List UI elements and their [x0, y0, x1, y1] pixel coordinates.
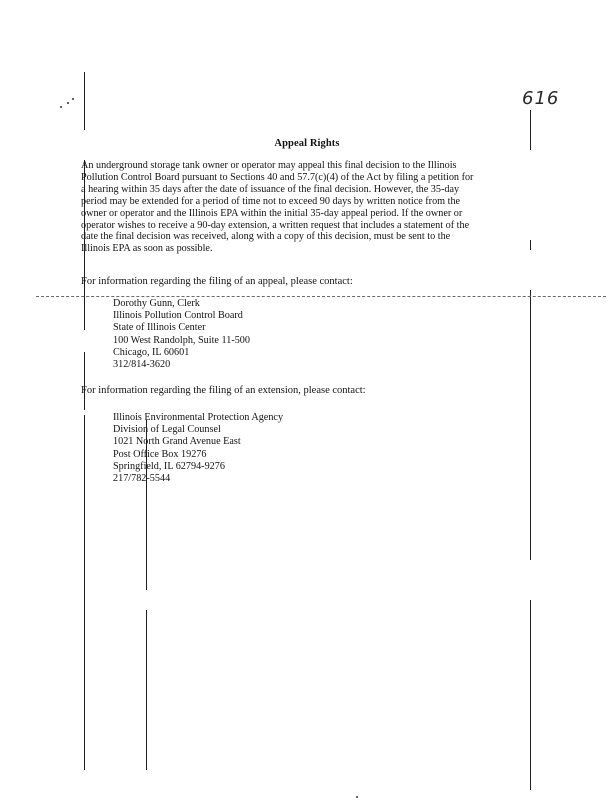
- address-line: Illinois Environmental Protection Agency: [113, 412, 284, 423]
- address-line: 100 West Randolph, Suite 11-500: [113, 334, 250, 346]
- address-line: Springfield, IL 62794-9276: [113, 460, 225, 472]
- scan-line-left: [84, 415, 85, 770]
- appeal-rights-paragraph: [81, 160, 521, 255]
- paragraph-line: An underground storage tank owner or operator may appeal this final decision to the Illinois: [81, 160, 457, 171]
- paragraph-line: Pollution Control Board pursuant to Sections 40 and 57.7(c)(4) of the Act by filing a petition for: [81, 171, 474, 183]
- scan-line-far-right: [530, 240, 531, 250]
- paragraph-line: owner or operator and the Illinois EPA within the initial 35-day appeal period. If the owner or: [81, 207, 463, 219]
- scan-speck: [60, 106, 62, 108]
- scan-speck: [67, 102, 69, 104]
- address-line: State of Illinois Center: [113, 322, 206, 334]
- paragraph-line: a hearing within 35 days after the date of issuance of the final decision. However, the 35-day: [81, 183, 460, 195]
- appeal-contact-intro: For information regarding the filing of an appeal, please contact:: [81, 276, 353, 287]
- paragraph-line: date the final decision was received, along with a copy of this decision, must be sent to the: [81, 231, 451, 243]
- address-line: Illinois Pollution Control Board: [113, 310, 243, 322]
- handwritten-page-number: 616: [522, 88, 560, 109]
- address-line: Dorothy Gunn, Clerk: [113, 298, 200, 309]
- scan-line-far-right: [530, 290, 531, 560]
- paragraph-line: Illinois EPA as soon as possible.: [81, 243, 213, 255]
- scan-speck: [356, 796, 358, 798]
- address-line: Division of Legal Counsel: [113, 424, 221, 436]
- appeal-contact-address: [113, 298, 250, 371]
- address-line: 217/782-5544: [113, 473, 171, 485]
- scan-dash-line: [36, 296, 606, 297]
- paragraph-line: operator wishes to receive a 90-day extension, a written request that includes a statement of the: [81, 219, 470, 231]
- paragraph-line: period may be extended for a period of time not to exceed 90 days by written notice from the: [81, 195, 461, 207]
- extension-contact-intro: For information regarding the filing of an extension, please contact:: [81, 385, 366, 396]
- address-line: 1021 North Grand Avenue East: [113, 436, 241, 448]
- scan-speck: [72, 98, 74, 100]
- address-line: Post Office Box 19276: [113, 448, 207, 460]
- scan-line-right: [146, 610, 147, 770]
- extension-contact-address: [113, 412, 283, 485]
- address-line: Chicago, IL 60601: [113, 346, 190, 358]
- scan-line-far-right: [530, 600, 531, 790]
- address-line: 312/814-3620: [113, 359, 171, 371]
- scan-line-left: [84, 72, 85, 130]
- scan-line-left: [84, 352, 85, 410]
- page-title: Appeal Rights: [274, 138, 340, 149]
